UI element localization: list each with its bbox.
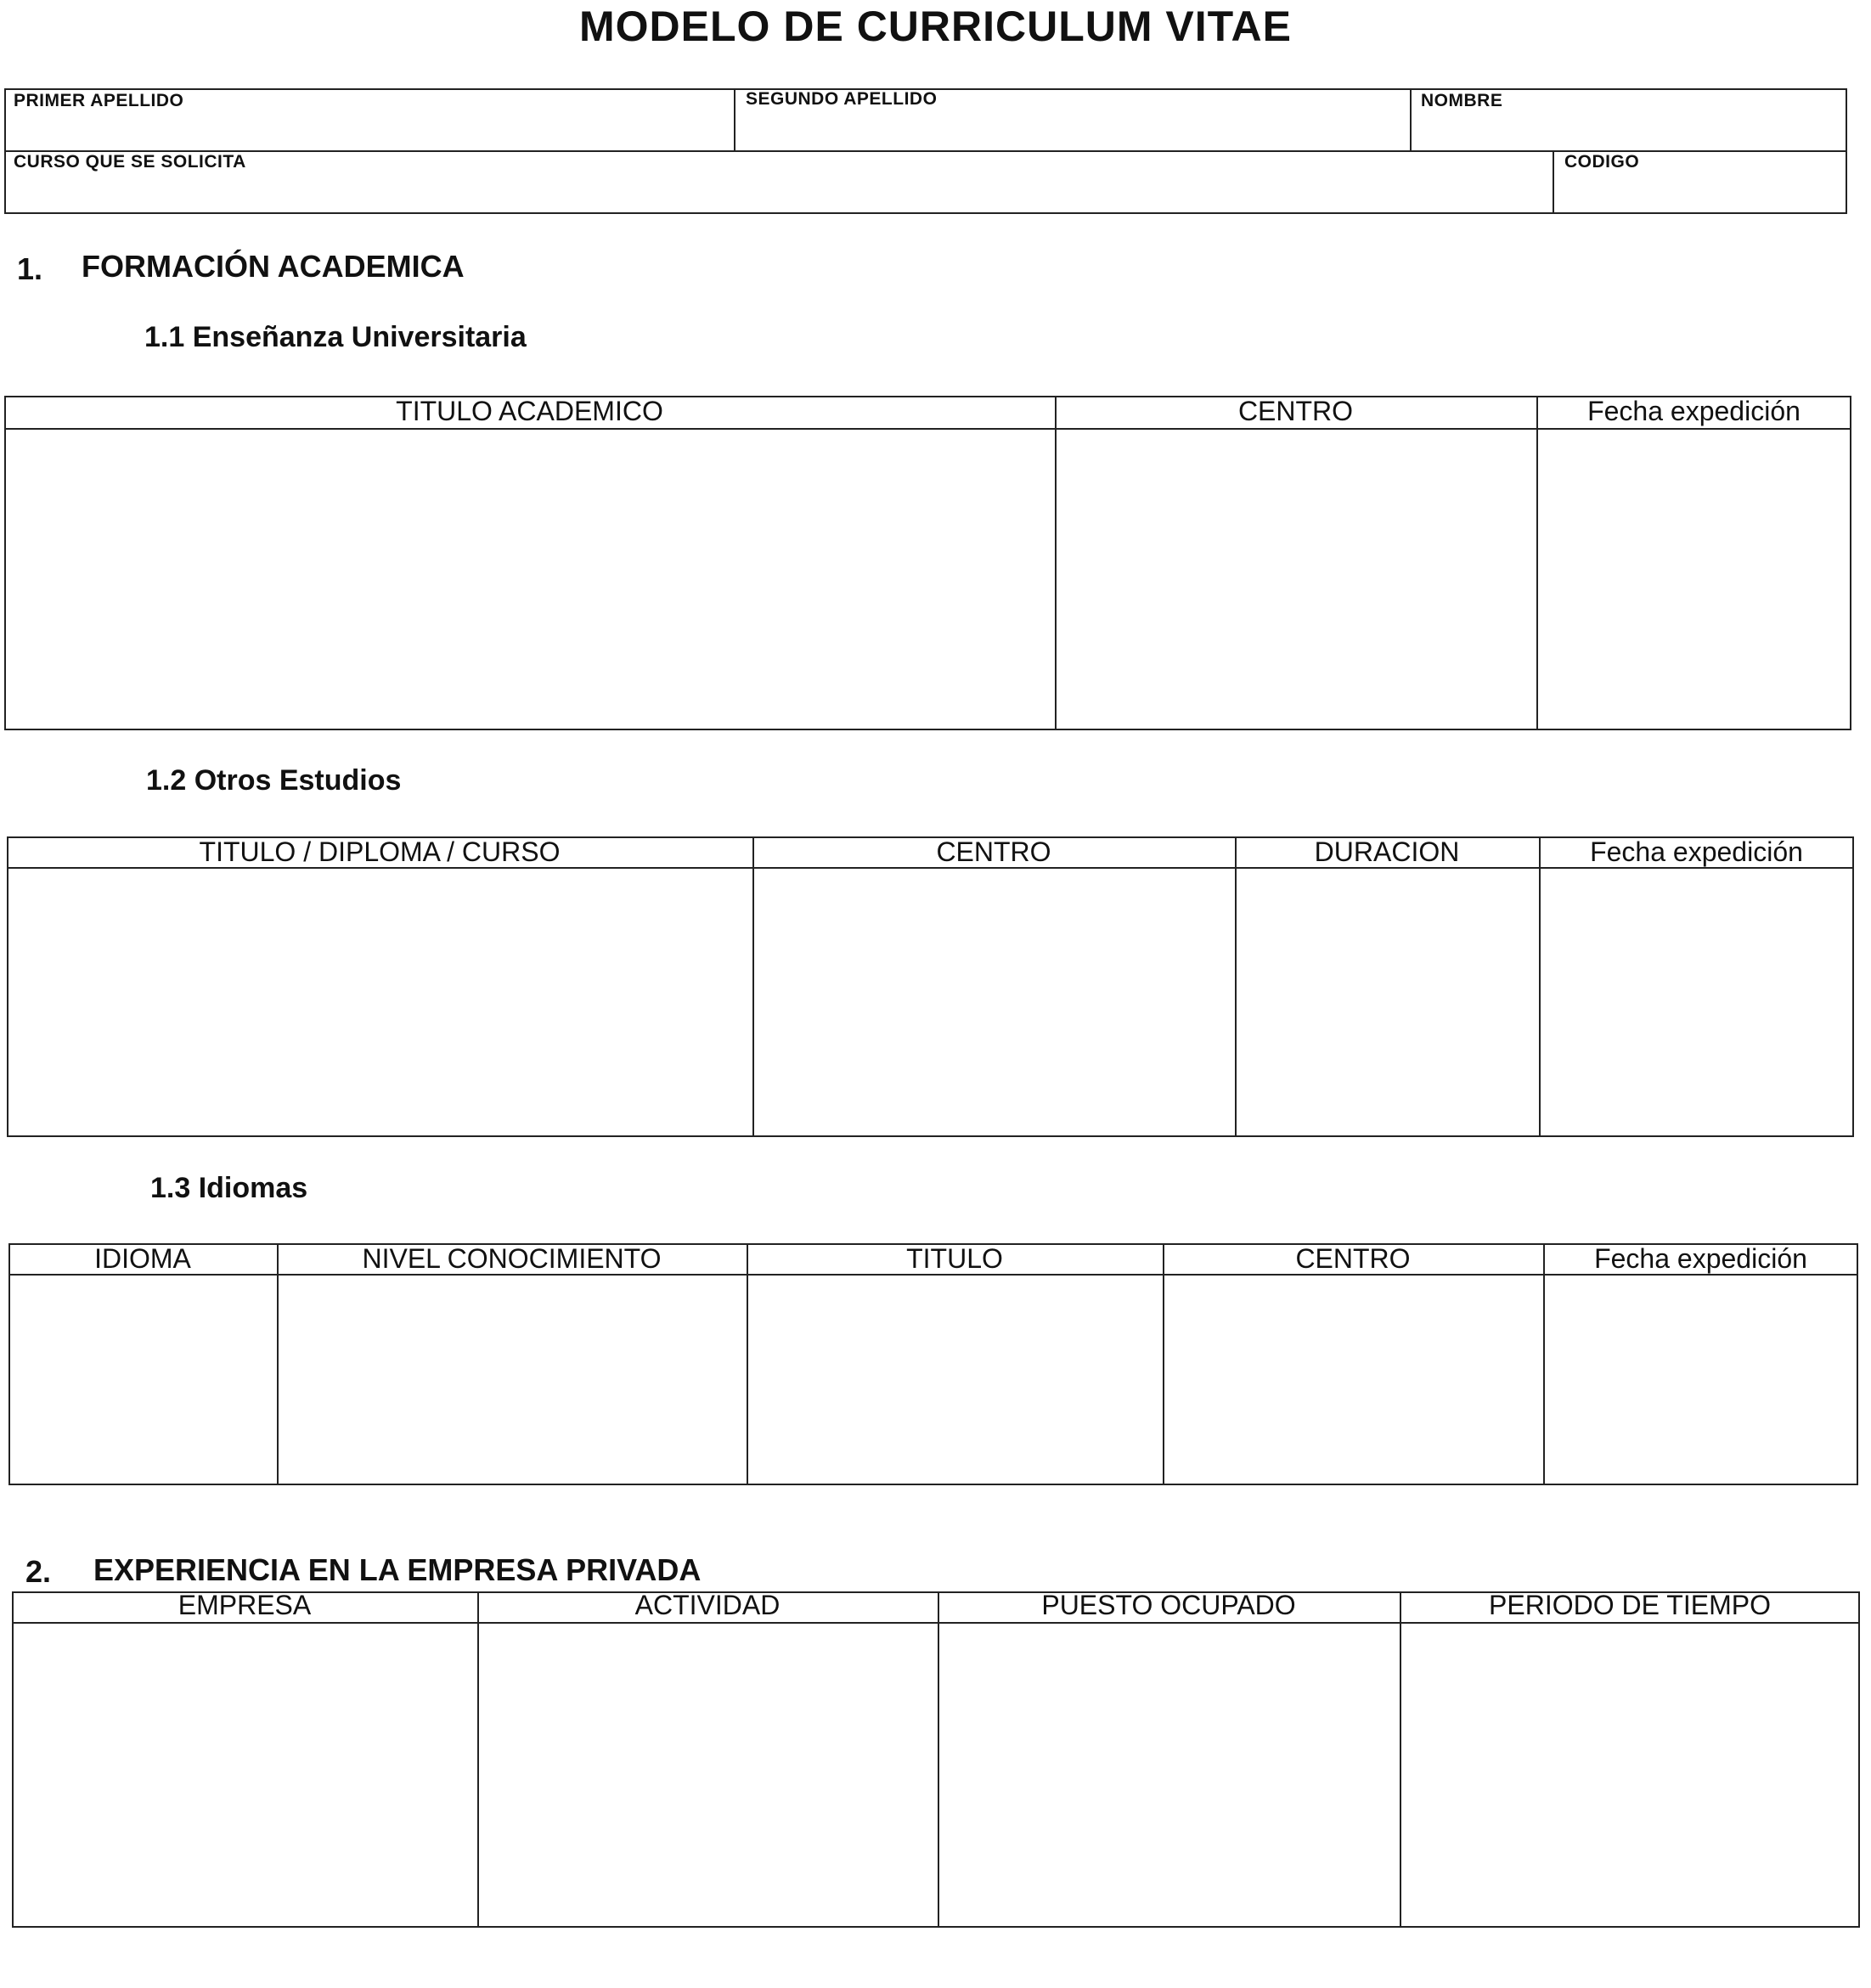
nombre-field[interactable]: NOMBRE [1421,91,1503,110]
table-otros-estudios [7,836,1854,1137]
column-header-empresa: EMPRESA [178,1590,312,1620]
page-title: MODELO DE CURRICULUM VITAE [579,3,1292,50]
column-divider [1055,396,1057,730]
column-divider [1539,836,1541,1137]
column-header-fecha-expedicion: Fecha expedición [1590,836,1803,867]
subsection-1-1-title: 1.1 Enseñanza Universitaria [144,321,527,353]
column-header-centro: CENTRO [1295,1243,1411,1274]
section-1-title: FORMACIÓN ACADEMICA [82,249,465,284]
table-idiomas [8,1243,1858,1485]
column-header-duracion: DURACION [1314,836,1460,867]
header-divider-v3 [1553,150,1554,214]
primer-apellido-field[interactable]: PRIMER APELLIDO [14,91,184,110]
column-header-actividad: ACTIVIDAD [634,1590,781,1620]
column-header-nivel-conocimiento: NIVEL CONOCIMIENTO [362,1243,662,1274]
subsection-1-3-title: 1.3 Idiomas [150,1172,308,1204]
table-ensenanza-universitaria [4,396,1851,730]
table-header-divider [12,1622,1860,1624]
column-header-idioma: IDIOMA [94,1243,191,1274]
column-divider [938,1591,939,1928]
segundo-apellido-field[interactable]: SEGUNDO APELLIDO [746,89,938,109]
table-experiencia-empresa-privada [12,1591,1860,1928]
curso-field[interactable]: CURSO QUE SE SOLICITA [14,152,246,172]
column-divider [752,836,754,1137]
column-divider [277,1243,279,1485]
column-header-fecha-expedicion: Fecha expedición [1587,396,1801,426]
column-header-titulo-diploma-curso: TITULO / DIPLOMA / CURSO [199,836,561,867]
column-divider [1536,396,1538,730]
header-divider-v2 [1410,88,1412,151]
table-header-divider [4,428,1851,430]
codigo-field[interactable]: CODIGO [1564,152,1640,172]
column-divider [477,1591,479,1928]
column-divider [1400,1591,1401,1928]
column-header-fecha-expedicion: Fecha expedición [1594,1243,1807,1274]
column-header-puesto-ocupado: PUESTO OCUPADO [1041,1590,1296,1620]
subsection-1-2-title: 1.2 Otros Estudios [146,764,402,797]
column-divider [1163,1243,1164,1485]
section-2-number: 2. [25,1554,52,1589]
column-header-titulo-academico: TITULO ACADEMICO [396,396,663,426]
header-divider-v1 [734,88,735,151]
column-header-centro: CENTRO [1237,396,1354,426]
section-2-title: EXPERIENCIA EN LA EMPRESA PRIVADA [93,1552,702,1587]
column-divider [747,1243,748,1485]
column-divider [1543,1243,1545,1485]
column-divider [1235,836,1237,1137]
column-header-centro: CENTRO [936,836,1051,867]
column-header-titulo: TITULO [906,1243,1003,1274]
section-1-number: 1. [17,251,43,286]
column-header-periodo-de-tiempo: PERIODO DE TIEMPO [1489,1590,1771,1620]
